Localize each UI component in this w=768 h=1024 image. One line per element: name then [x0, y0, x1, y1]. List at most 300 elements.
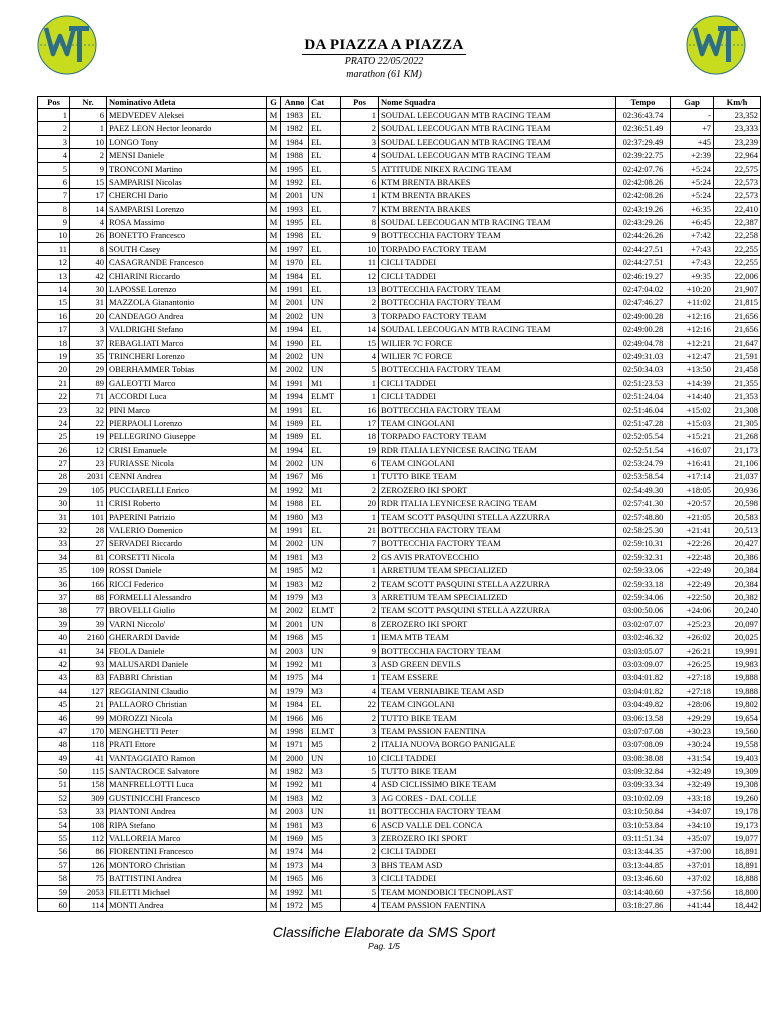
cell-nr: 20: [70, 309, 107, 322]
cell-year: 1984: [281, 135, 309, 148]
cell-gender: M: [267, 751, 281, 764]
cell-speed: 21,037: [714, 470, 761, 483]
cell-category-pos: 10: [341, 751, 379, 764]
cell-nr: 41: [70, 751, 107, 764]
table-row: [38, 269, 761, 282]
cell-pos: 20: [38, 363, 70, 376]
cell-athlete-name: PINI Marco: [107, 403, 267, 416]
cell-speed: 21,308: [714, 403, 761, 416]
cell-gender: M: [267, 430, 281, 443]
cell-gap: +14:40: [671, 390, 714, 403]
cell-year: 1992: [281, 483, 309, 496]
cell-category-pos: 7: [341, 537, 379, 550]
cell-gender: M: [267, 376, 281, 389]
cell-time: 02:51:46.04: [616, 403, 671, 416]
cell-athlete-name: FIORENTINI Francesco: [107, 845, 267, 858]
cell-athlete-name: BATTISTINI Andrea: [107, 872, 267, 885]
cell-pos: 11: [38, 242, 70, 255]
cell-year: 1979: [281, 591, 309, 604]
cell-nr: 22: [70, 416, 107, 429]
cell-team-name: CICLI TADDEI: [379, 376, 616, 389]
cell-gender: M: [267, 457, 281, 470]
table-row: [38, 483, 761, 496]
cell-team-name: TORPADO FACTORY TEAM: [379, 430, 616, 443]
cell-nr: 4: [70, 216, 107, 229]
cell-nr: 8: [70, 242, 107, 255]
cell-pos: 7: [38, 189, 70, 202]
cell-gap: +5:24: [671, 162, 714, 175]
cell-speed: 20,583: [714, 510, 761, 523]
cell-time: 02:53:24.79: [616, 457, 671, 470]
cell-pos: 29: [38, 483, 70, 496]
cell-year: 1993: [281, 202, 309, 215]
cell-category-pos: 4: [341, 684, 379, 697]
cell-athlete-name: LONGO Tony: [107, 135, 267, 148]
cell-nr: 14: [70, 202, 107, 215]
cell-year: 1992: [281, 658, 309, 671]
cell-gap: +33:18: [671, 791, 714, 804]
cell-pos: 50: [38, 765, 70, 778]
cell-team-name: SOUDAL LEECOUGAN MTB RACING TEAM: [379, 216, 616, 229]
cell-team-name: BOTTECCHIA FACTORY TEAM: [379, 296, 616, 309]
cell-time: 02:46:19.27: [616, 269, 671, 282]
results-table: [37, 96, 761, 912]
col-gap: Gap: [671, 97, 714, 109]
table-row: [38, 216, 761, 229]
cell-speed: 20,025: [714, 631, 761, 644]
cell-pos: 2: [38, 122, 70, 135]
cell-gap: +22:48: [671, 550, 714, 563]
table-row: [38, 791, 761, 804]
cell-gap: +15:02: [671, 403, 714, 416]
cell-speed: 22,255: [714, 256, 761, 269]
cell-gap: +29:29: [671, 711, 714, 724]
cell-gap: +5:24: [671, 175, 714, 188]
cell-pos: 18: [38, 336, 70, 349]
cell-time: 02:52:51.54: [616, 443, 671, 456]
cell-speed: 20,427: [714, 537, 761, 550]
cell-athlete-name: MENGHETTI Peter: [107, 724, 267, 737]
cell-pos: 39: [38, 617, 70, 630]
cell-gender: M: [267, 738, 281, 751]
cell-gap: +32:49: [671, 765, 714, 778]
cell-speed: 19,260: [714, 791, 761, 804]
cell-category: M3: [309, 818, 341, 831]
cell-gender: M: [267, 109, 281, 122]
cell-pos: 32: [38, 524, 70, 537]
cell-nr: 12: [70, 443, 107, 456]
cell-nr: 31: [70, 296, 107, 309]
cell-gap: +30:24: [671, 738, 714, 751]
col-year: Anno: [281, 97, 309, 109]
cell-team-name: SOUDAL LEECOUGAN MTB RACING TEAM: [379, 323, 616, 336]
cell-team-name: SOUDAL LEECOUGAN MTB RACING TEAM: [379, 122, 616, 135]
table-row: [38, 336, 761, 349]
table-row: [38, 872, 761, 885]
cell-category-pos: 9: [341, 229, 379, 242]
cell-athlete-name: MONTI Andrea: [107, 899, 267, 912]
cell-category: EL: [309, 109, 341, 122]
cell-category-pos: 3: [341, 724, 379, 737]
col-category: Cat: [309, 97, 341, 109]
cell-gap: +12:21: [671, 336, 714, 349]
cell-speed: 19,173: [714, 818, 761, 831]
table-row: [38, 457, 761, 470]
cell-year: 1991: [281, 403, 309, 416]
cell-pos: 13: [38, 269, 70, 282]
cell-time: 02:57:48.80: [616, 510, 671, 523]
cell-time: 03:03:05.07: [616, 644, 671, 657]
cell-category: M6: [309, 470, 341, 483]
cell-pos: 5: [38, 162, 70, 175]
cell-category: UN: [309, 296, 341, 309]
cell-year: 1965: [281, 872, 309, 885]
cell-category-pos: 1: [341, 109, 379, 122]
cell-category: EL: [309, 242, 341, 255]
cell-team-name: CICLI TADDEI: [379, 256, 616, 269]
cell-time: 02:49:00.28: [616, 323, 671, 336]
table-row: [38, 604, 761, 617]
cell-pos: 34: [38, 550, 70, 563]
cell-nr: 2053: [70, 885, 107, 898]
cell-team-name: GS AVIS PRATOVECCHIO: [379, 550, 616, 563]
cell-gap: +27:18: [671, 671, 714, 684]
cell-team-name: ZEROZERO IKI SPORT: [379, 617, 616, 630]
cell-year: 1966: [281, 711, 309, 724]
cell-category: EL: [309, 175, 341, 188]
cell-time: 02:51:24.04: [616, 390, 671, 403]
cell-year: 2001: [281, 617, 309, 630]
col-team: Nome Squadra: [379, 97, 616, 109]
cell-category: M5: [309, 738, 341, 751]
cell-gender: M: [267, 711, 281, 724]
cell-athlete-name: CANDEAGO Andrea: [107, 309, 267, 322]
cell-year: 1983: [281, 791, 309, 804]
cell-category: M3: [309, 550, 341, 563]
cell-year: 2003: [281, 805, 309, 818]
cell-category-pos: 7: [341, 202, 379, 215]
cell-speed: 23,333: [714, 122, 761, 135]
cell-gender: M: [267, 550, 281, 563]
cell-gap: +7:43: [671, 256, 714, 269]
cell-nr: 158: [70, 778, 107, 791]
cell-time: 02:43:29.26: [616, 216, 671, 229]
cell-category: UN: [309, 617, 341, 630]
cell-gap: +26:02: [671, 631, 714, 644]
cell-nr: 99: [70, 711, 107, 724]
cell-speed: 20,598: [714, 497, 761, 510]
table-row: [38, 376, 761, 389]
cell-pos: 37: [38, 591, 70, 604]
cell-gender: M: [267, 698, 281, 711]
cell-team-name: TEAM MONDOBICI TECNOPLAST: [379, 885, 616, 898]
cell-time: 02:50:34.03: [616, 363, 671, 376]
cell-athlete-name: SANTACROCE Salvatore: [107, 765, 267, 778]
cell-nr: 118: [70, 738, 107, 751]
cell-category: M5: [309, 899, 341, 912]
cell-time: 03:08:38.08: [616, 751, 671, 764]
cell-year: 1968: [281, 631, 309, 644]
table-row: [38, 202, 761, 215]
cell-nr: 28: [70, 524, 107, 537]
cell-athlete-name: PAEZ LEON Hector leonardo: [107, 122, 267, 135]
cell-gap: +7:43: [671, 242, 714, 255]
cell-speed: 21,268: [714, 430, 761, 443]
cell-speed: 19,560: [714, 724, 761, 737]
table-row: [38, 390, 761, 403]
cell-team-name: ATTITUDE NIKEX RACING TEAM: [379, 162, 616, 175]
cell-team-name: BOTTECCHIA FACTORY TEAM: [379, 403, 616, 416]
cell-athlete-name: VANTAGGIATO Ramon: [107, 751, 267, 764]
cell-category-pos: 15: [341, 336, 379, 349]
table-row: [38, 135, 761, 148]
cell-speed: 18,891: [714, 845, 761, 858]
cell-time: 02:51:47.28: [616, 416, 671, 429]
cell-time: 02:44:27.51: [616, 256, 671, 269]
cell-team-name: ZEROZERO IKI SPORT: [379, 832, 616, 845]
cell-category-pos: 5: [341, 363, 379, 376]
cell-gender: M: [267, 189, 281, 202]
cell-time: 02:59:33.18: [616, 577, 671, 590]
cell-category: M3: [309, 684, 341, 697]
cell-gap: +37:56: [671, 885, 714, 898]
cell-category-pos: 11: [341, 805, 379, 818]
cell-pos: 38: [38, 604, 70, 617]
cell-pos: 53: [38, 805, 70, 818]
cell-athlete-name: BROVELLI Giulio: [107, 604, 267, 617]
cell-category: M6: [309, 711, 341, 724]
cell-team-name: AG CORES - DAL COLLE: [379, 791, 616, 804]
cell-athlete-name: PIANTONI Andrea: [107, 805, 267, 818]
cell-time: 03:04:01.82: [616, 684, 671, 697]
cell-time: 03:07:07.08: [616, 724, 671, 737]
cell-time: 02:49:04.78: [616, 336, 671, 349]
cell-speed: 20,097: [714, 617, 761, 630]
cell-gender: M: [267, 443, 281, 456]
cell-category: EL: [309, 336, 341, 349]
cell-time: 03:09:32.84: [616, 765, 671, 778]
cell-pos: 9: [38, 216, 70, 229]
cell-pos: 10: [38, 229, 70, 242]
cell-category: EL: [309, 403, 341, 416]
cell-gap: +41:44: [671, 899, 714, 912]
cell-category-pos: 6: [341, 457, 379, 470]
cell-category: EL: [309, 135, 341, 148]
cell-year: 1998: [281, 724, 309, 737]
cell-category-pos: 3: [341, 791, 379, 804]
cell-time: 03:09:33.34: [616, 778, 671, 791]
cell-year: 1985: [281, 564, 309, 577]
cell-athlete-name: MEDVEDEV Aleksei: [107, 109, 267, 122]
cell-nr: 170: [70, 724, 107, 737]
cell-category: EL: [309, 122, 341, 135]
cell-gap: +34:10: [671, 818, 714, 831]
cell-team-name: ARRETIUM TEAM SPECIALIZED: [379, 564, 616, 577]
cell-nr: 17: [70, 189, 107, 202]
cell-category: EL: [309, 202, 341, 215]
cell-athlete-name: TRONCONI Martino: [107, 162, 267, 175]
cell-gender: M: [267, 617, 281, 630]
cell-gender: M: [267, 510, 281, 523]
cell-time: 02:47:04.02: [616, 283, 671, 296]
cell-athlete-name: GHERARDI Davide: [107, 631, 267, 644]
table-row: [38, 109, 761, 122]
cell-year: 1988: [281, 497, 309, 510]
cell-athlete-name: REBAGLIATI Marco: [107, 336, 267, 349]
table-row: [38, 122, 761, 135]
cell-time: 02:42:08.26: [616, 175, 671, 188]
cell-category: UN: [309, 805, 341, 818]
cell-athlete-name: CORSETTI Nicola: [107, 550, 267, 563]
cell-category: M1: [309, 885, 341, 898]
cell-category-pos: 2: [341, 296, 379, 309]
cell-category-pos: 1: [341, 631, 379, 644]
table-row: [38, 658, 761, 671]
cell-category-pos: 4: [341, 149, 379, 162]
cell-category-pos: 17: [341, 416, 379, 429]
cell-year: 1975: [281, 671, 309, 684]
cell-gap: +17:14: [671, 470, 714, 483]
cell-year: 1974: [281, 845, 309, 858]
cell-team-name: CICLI TADDEI: [379, 751, 616, 764]
cell-year: 2001: [281, 189, 309, 202]
cell-category-pos: 4: [341, 350, 379, 363]
cell-team-name: ITALIA NUOVA BORGO PANIGALE: [379, 738, 616, 751]
cell-gap: +25:23: [671, 617, 714, 630]
cell-year: 1990: [281, 336, 309, 349]
cell-category-pos: 2: [341, 483, 379, 496]
cell-category: M6: [309, 872, 341, 885]
cell-category: M5: [309, 631, 341, 644]
cell-gap: +10:20: [671, 283, 714, 296]
cell-speed: 20,382: [714, 591, 761, 604]
cell-category-pos: 9: [341, 644, 379, 657]
cell-category: EL: [309, 256, 341, 269]
cell-team-name: TEAM PASSION FAENTINA: [379, 899, 616, 912]
cell-pos: 60: [38, 899, 70, 912]
cell-pos: 6: [38, 175, 70, 188]
cell-gap: +7: [671, 122, 714, 135]
cell-time: 02:59:10.31: [616, 537, 671, 550]
table-row: [38, 309, 761, 322]
table-row: [38, 149, 761, 162]
cell-time: 02:39:22.75: [616, 149, 671, 162]
cell-speed: 19,991: [714, 644, 761, 657]
cell-speed: 19,802: [714, 698, 761, 711]
cell-pos: 1: [38, 109, 70, 122]
cell-nr: 6: [70, 109, 107, 122]
cell-category-pos: 13: [341, 283, 379, 296]
cell-gap: +16:41: [671, 457, 714, 470]
table-row: [38, 684, 761, 697]
cell-gender: M: [267, 845, 281, 858]
table-row: [38, 671, 761, 684]
cell-year: 1991: [281, 376, 309, 389]
cell-pos: 26: [38, 443, 70, 456]
cell-gap: +2:39: [671, 149, 714, 162]
cell-year: 2002: [281, 350, 309, 363]
cell-nr: 10: [70, 135, 107, 148]
cell-team-name: KTM BRENTA BRAKES: [379, 189, 616, 202]
cell-pos: 58: [38, 872, 70, 885]
cell-category: UN: [309, 309, 341, 322]
cell-category: M3: [309, 510, 341, 523]
cell-year: 1972: [281, 899, 309, 912]
cell-team-name: ASD GREEN DEVILS: [379, 658, 616, 671]
cell-speed: 18,442: [714, 899, 761, 912]
cell-category-pos: 6: [341, 175, 379, 188]
cell-time: 03:02:07.07: [616, 617, 671, 630]
cell-category: M2: [309, 577, 341, 590]
table-row: [38, 416, 761, 429]
cell-nr: 71: [70, 390, 107, 403]
table-row: [38, 577, 761, 590]
table-header-row: [38, 97, 761, 109]
cell-athlete-name: VALDRIGHI Stefano: [107, 323, 267, 336]
cell-category-pos: 11: [341, 256, 379, 269]
cell-speed: 19,888: [714, 671, 761, 684]
cell-nr: 166: [70, 577, 107, 590]
cell-category-pos: 1: [341, 671, 379, 684]
race-category: marathon (61 KM): [346, 69, 422, 80]
cell-time: 02:43:19.26: [616, 202, 671, 215]
cell-year: 1991: [281, 283, 309, 296]
cell-nr: 35: [70, 350, 107, 363]
cell-speed: 18,800: [714, 885, 761, 898]
cell-speed: 22,255: [714, 242, 761, 255]
cell-pos: 51: [38, 778, 70, 791]
cell-nr: 27: [70, 537, 107, 550]
cell-pos: 8: [38, 202, 70, 215]
cell-time: 02:59:32.31: [616, 550, 671, 563]
cell-team-name: CICLI TADDEI: [379, 390, 616, 403]
cell-gap: +22:49: [671, 564, 714, 577]
cell-year: 1998: [281, 229, 309, 242]
cell-category-pos: 3: [341, 135, 379, 148]
cell-category: EL: [309, 216, 341, 229]
cell-nr: 86: [70, 845, 107, 858]
cell-gap: +22:50: [671, 591, 714, 604]
cell-team-name: BOTTECCHIA FACTORY TEAM: [379, 229, 616, 242]
cell-team-name: SOUDAL LEECOUGAN MTB RACING TEAM: [379, 149, 616, 162]
footer-credit: Classifiche Elaborate da SMS Sport: [272, 924, 496, 940]
cell-nr: 75: [70, 872, 107, 885]
cell-athlete-name: TRINCHERI Lorenzo: [107, 350, 267, 363]
col-pos: Pos: [38, 97, 70, 109]
cell-nr: 83: [70, 671, 107, 684]
cell-category-pos: 5: [341, 765, 379, 778]
cell-year: 1980: [281, 510, 309, 523]
col-time: Tempo: [616, 97, 671, 109]
cell-gap: +15:21: [671, 430, 714, 443]
cell-category-pos: 1: [341, 376, 379, 389]
cell-nr: 105: [70, 483, 107, 496]
cell-speed: 19,077: [714, 832, 761, 845]
cell-athlete-name: ACCORDI Luca: [107, 390, 267, 403]
cell-gap: +21:05: [671, 510, 714, 523]
cell-athlete-name: MONTORO Christian: [107, 858, 267, 871]
cell-nr: 115: [70, 765, 107, 778]
cell-time: 03:10:02.09: [616, 791, 671, 804]
table-row: [38, 443, 761, 456]
cell-speed: 22,575: [714, 162, 761, 175]
cell-athlete-name: SERVADEI Riccardo: [107, 537, 267, 550]
cell-nr: 93: [70, 658, 107, 671]
cell-speed: 18,888: [714, 872, 761, 885]
cell-gender: M: [267, 564, 281, 577]
cell-nr: 23: [70, 457, 107, 470]
cell-nr: 9: [70, 162, 107, 175]
